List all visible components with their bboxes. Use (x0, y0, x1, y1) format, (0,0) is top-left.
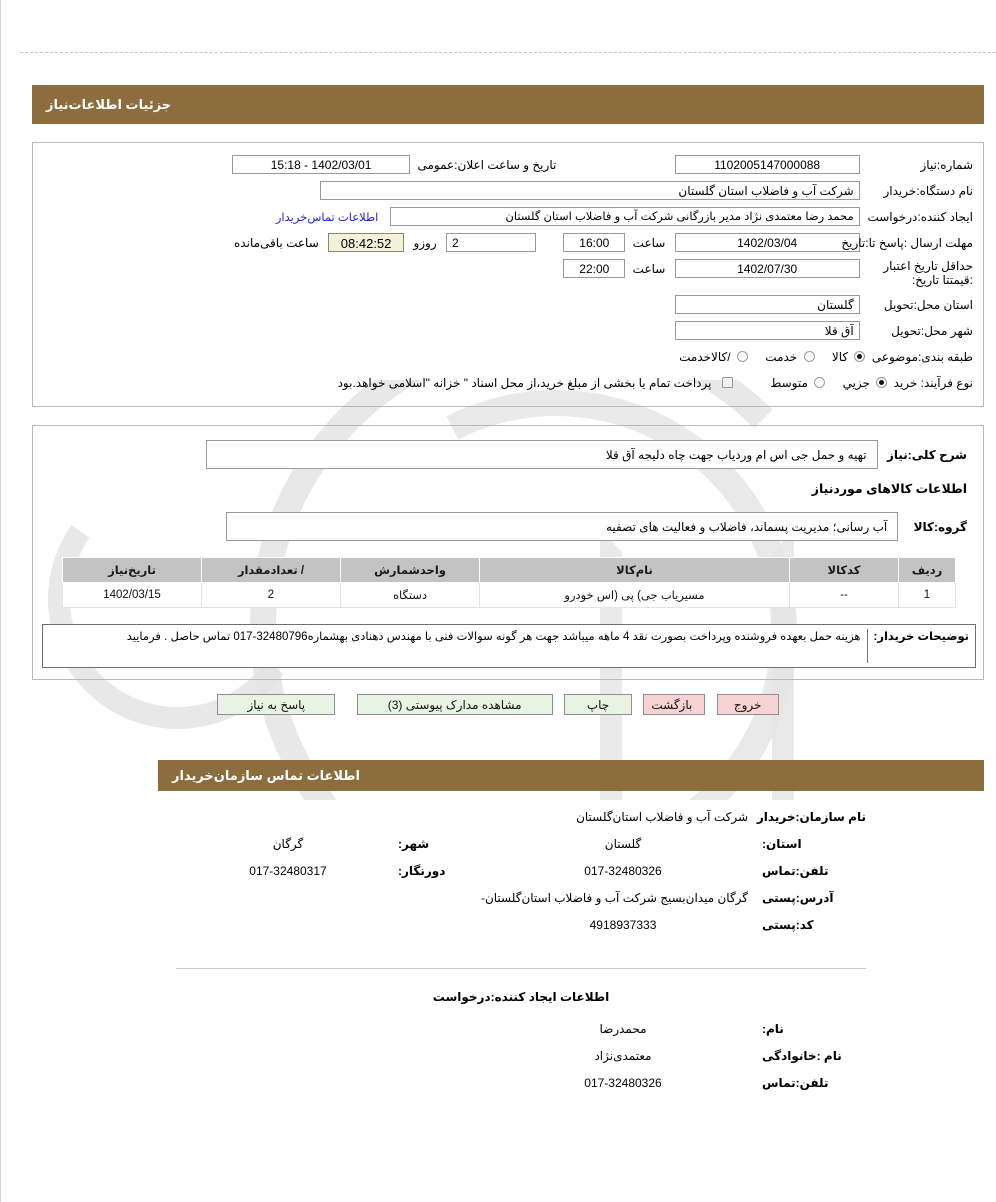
view-attachments-button[interactable]: مشاهده مدارک پیوستی (3) (357, 694, 553, 715)
requester-section-title: اطلاعات ایجاد کننده:درخواست (432, 990, 610, 1004)
col-quantity: / تعدادمقدار (202, 558, 341, 583)
contact-city-value: گرگان (272, 837, 304, 851)
contact-fax-label: دورنگار: (398, 864, 446, 878)
need-number-row (232, 155, 973, 174)
deadline-date[interactable]: 1402/03/04 (675, 233, 860, 252)
buyer-org-value[interactable]: شرکت آب و فاضلاب استان گلستان (320, 181, 860, 200)
category-row (679, 349, 973, 364)
need-number-label: شماره:نیاز (920, 157, 973, 172)
contact-postcode-row (176, 918, 866, 945)
treasury-checkbox[interactable] (722, 377, 733, 388)
delivery-province-label: استان محل:تحویل (883, 297, 973, 312)
buyer-notes-value: هزینه حمل بعهده فروشنده وپرداخت بصورت نقد 4 ماهه میباشد جهت هر گونه سوالات فنی با مهندس دهنادی بهشماره32480796-017 تماس حاصل . فرمایید (126, 631, 861, 643)
radio-category-goods-service-label: /کالاخدمت (679, 349, 731, 364)
requester-first-name-label: نام: (762, 1022, 784, 1036)
contact-city-label: شهر: (398, 837, 430, 851)
radio-category-goods[interactable] (854, 351, 865, 362)
contact-phone-value: 017-32480326 (584, 864, 662, 878)
page-header-bar (32, 85, 984, 124)
group-label: گروه:کالا (913, 519, 967, 534)
contact-address-label: آدرس:پستی (762, 891, 834, 905)
top-divider (20, 52, 996, 53)
contact-phone-label: تلفن:تماس (762, 864, 829, 878)
need-number-value[interactable]: 1102005147000088 (675, 155, 860, 174)
cell-need-date: 1402/03/15 (63, 583, 202, 608)
table-row[interactable] (63, 583, 956, 608)
need-info-panel (32, 142, 984, 407)
buyer-contact-link[interactable]: اطلاعات تماس‌خریدار (275, 211, 379, 224)
deadline-hour-label: ساعت (632, 235, 666, 250)
countdown-timer: 08:42:52 (328, 233, 404, 252)
category-label: طبقه بندی:موضوعی (871, 349, 973, 364)
process-row (338, 375, 973, 390)
radio-process-minor-label: جزيي (842, 375, 870, 390)
validity-date[interactable]: 1402/07/30 (675, 259, 860, 278)
table-header-row (63, 558, 956, 583)
print-button[interactable]: چاپ (564, 694, 632, 715)
requester-last-name-value: معتمدی‌نژاد (594, 1049, 652, 1063)
contact-postcode-value: 4918937333 (589, 918, 657, 932)
summary-label: شرح کلی:نیاز (886, 447, 967, 462)
creator-value[interactable]: محمد رضا معتمدی نژاد مدیر بازرگانی شرکت آب و فاضلاب استان گلستان (390, 207, 860, 226)
contact-province-value: گلستان (604, 837, 642, 851)
respond-to-need-button[interactable]: پاسخ به نیاز (217, 694, 335, 715)
requester-last-name-label: نام :خانوادگی (762, 1049, 842, 1063)
requester-phone-value: 017-32480326 (584, 1076, 662, 1090)
radio-process-minor[interactable] (876, 377, 887, 388)
validity-hour[interactable]: 22:00 (563, 259, 625, 278)
countdown-unit-label: ساعت باقی‌مانده (234, 235, 319, 250)
group-row (226, 512, 967, 541)
remaining-days[interactable]: 2 (446, 233, 536, 252)
exit-button[interactable]: خروج (717, 694, 779, 715)
col-need-date: تاریخ‌نیاز (63, 558, 202, 583)
buyer-contact-info (176, 810, 866, 945)
summary-value[interactable]: تهیه و حمل جی اس ام وردیاب جهت چاه دلیجه آق قلا (206, 440, 878, 469)
cell-quantity: 2 (202, 583, 341, 608)
radio-process-medium-label: متوسط (770, 375, 808, 390)
contact-org-name-value: شرکت آب و فاضلاب استان‌گلستان (576, 810, 748, 824)
contact-org-name-label: نام سازمان:خریدار (756, 810, 866, 824)
cell-item-name: مسیریاب جی) پی (اس خودرو (480, 583, 790, 608)
action-button-row (0, 694, 996, 715)
deadline-hour[interactable]: 16:00 (563, 233, 625, 252)
requester-first-name-value: محمدرضا (599, 1022, 647, 1036)
remaining-days-unit: روزو (413, 235, 437, 250)
contact-divider (176, 968, 866, 969)
col-item-code: کدکالا (790, 558, 899, 583)
announce-value[interactable]: 1402/03/01 - 15:18 (232, 155, 410, 174)
radio-category-service-label: خدمت (765, 349, 798, 364)
back-button[interactable]: بازگشت (643, 694, 705, 715)
contact-province-label: استان: (762, 837, 802, 851)
requester-info (176, 1022, 866, 1103)
treasury-checkbox-label: پرداخت تمام یا بخشی از مبلغ خرید،از محل اسناد " خزانه "اسلامی خواهد.بود (337, 375, 712, 390)
goods-section-title (812, 481, 967, 496)
creator-label: ایجاد کننده:درخواست (867, 209, 973, 224)
goods-section-title-text: اطلاعات کالاهای موردنیاز (811, 482, 967, 497)
col-unit: واحدشمارش (341, 558, 480, 583)
contact-province-row (176, 837, 866, 864)
process-label: نوع فرآیند: خرید (893, 375, 973, 390)
radio-category-goods-label: کالا (831, 349, 849, 364)
group-value[interactable]: آب رسانی؛ مدیریت پسماند، فاضلاب و فعالیت های تصفیه (226, 512, 898, 541)
contact-address-row (176, 891, 866, 918)
delivery-province-value[interactable]: گلستان (675, 295, 860, 314)
delivery-province-row (675, 295, 973, 314)
summary-row (206, 440, 967, 469)
radio-category-service[interactable] (804, 351, 815, 362)
validity-label: حداقل تاریخ اعتبار :قیمتتا تاریخ: (883, 259, 973, 287)
contact-fax-value: 017-32480317 (249, 864, 327, 878)
creator-row (276, 207, 973, 226)
contact-header-title: اطلاعات تماس سازمان‌خریدار (172, 768, 360, 783)
cell-item-code: -- (790, 583, 899, 608)
deadline-label: مهلت ارسال :پاسخ تا:تاریخ (841, 235, 973, 250)
validity-row (563, 259, 973, 287)
contact-postcode-label: کد:پستی (762, 918, 814, 932)
goods-table (62, 557, 956, 608)
col-row-no: ردیف (899, 558, 956, 583)
buyer-org-row (320, 181, 973, 200)
buyer-notes-box (42, 624, 976, 668)
announce-label: تاریخ و ساعت اعلان:عمومی (417, 157, 557, 172)
delivery-city-value[interactable]: آق قلا (675, 321, 860, 340)
delivery-city-label: شهر محل:تحویل (891, 323, 973, 338)
deadline-row (234, 233, 973, 252)
buyer-org-label: نام دستگاه:خریدار (883, 183, 973, 198)
col-item-name: نام‌کالا (480, 558, 790, 583)
requester-first-name-row (176, 1022, 866, 1049)
page-title: جزئیات اطلاعات‌نیاز (46, 97, 172, 112)
contact-header-bar (158, 760, 984, 791)
buyer-notes-label: توضیحات خریدار: (867, 629, 970, 663)
contact-address-value: گرگان میدان‌بسیج شرکت آب و فاضلاب استان‌گلستان- (480, 891, 748, 905)
goods-panel (32, 425, 984, 680)
requester-last-name-row (176, 1049, 866, 1076)
contact-phone-row (176, 864, 866, 891)
cell-row-no: 1 (899, 583, 956, 608)
radio-category-goods-service[interactable] (737, 351, 748, 362)
validity-hour-label: ساعت (632, 261, 666, 276)
requester-phone-label: تلفن:تماس (762, 1076, 829, 1090)
requester-phone-row (176, 1076, 866, 1103)
radio-process-medium[interactable] (814, 377, 825, 388)
contact-org-name-row (176, 810, 866, 837)
cell-unit: دستگاه (341, 583, 480, 608)
delivery-city-row (675, 321, 973, 340)
